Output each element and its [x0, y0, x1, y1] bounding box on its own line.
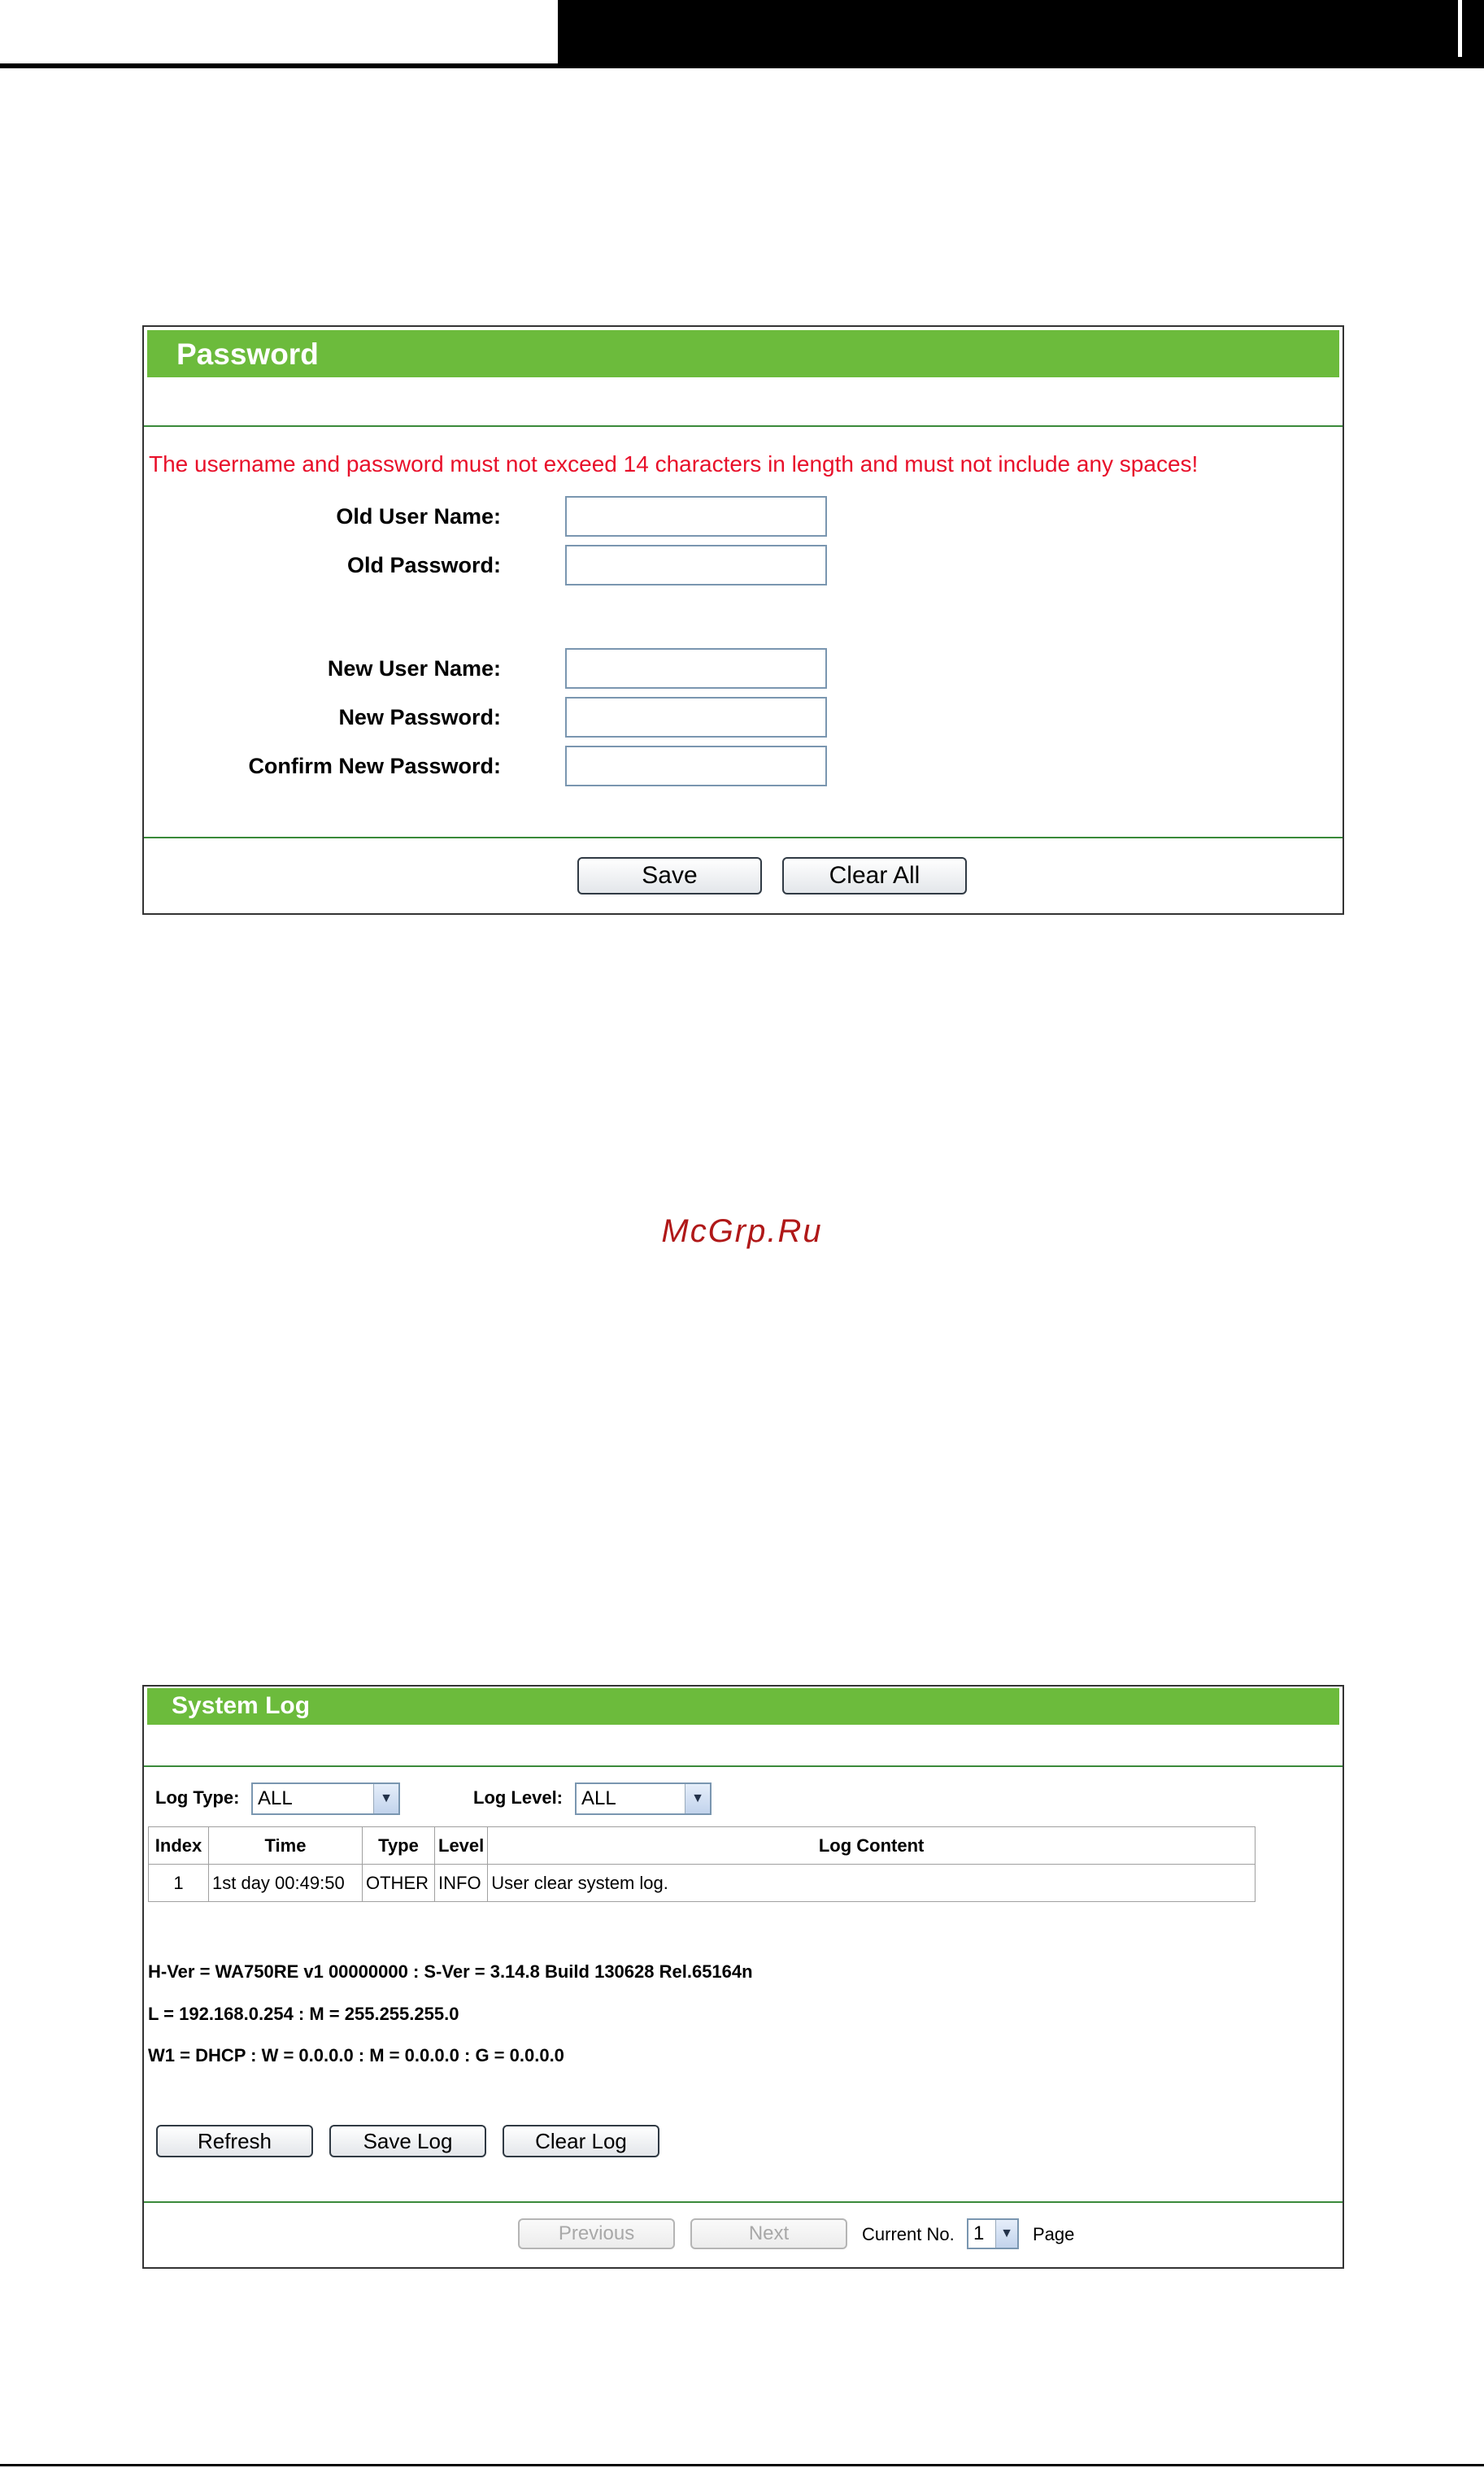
- cell-time: 1st day 00:49:50: [209, 1865, 363, 1902]
- cell-content: User clear system log.: [488, 1865, 1256, 1902]
- log-type-label: Log Type:: [155, 1787, 240, 1808]
- column-header-level: Level: [435, 1827, 488, 1865]
- password-panel-title: Password: [176, 337, 319, 371]
- column-header-log-content: Log Content: [488, 1827, 1256, 1865]
- old-user-name-label: Old User Name:: [336, 504, 501, 529]
- confirm-new-password-label: Confirm New Password:: [248, 754, 501, 778]
- cell-index: 1: [149, 1865, 209, 1902]
- save-button[interactable]: Save: [577, 857, 762, 894]
- log-type-select[interactable]: [251, 1782, 400, 1815]
- password-panel-header: [147, 330, 1339, 377]
- chevron-down-icon[interactable]: ▼: [685, 1784, 710, 1813]
- old-password-input[interactable]: [565, 545, 827, 585]
- page-select-value: 1: [973, 2222, 985, 2244]
- divider: [144, 1765, 1343, 1767]
- refresh-button[interactable]: Refresh: [156, 2125, 313, 2157]
- clear-log-button[interactable]: Clear Log: [503, 2125, 659, 2157]
- log-level-label: Log Level:: [473, 1787, 564, 1808]
- header-bar-tick: [1458, 0, 1462, 57]
- log-table: [148, 1826, 1256, 1902]
- hardware-software-version: H-Ver = WA750RE v1 00000000 : S-Ver = 3.14.8 Build 130628 Rel.65164n: [148, 1961, 753, 1982]
- chevron-down-icon[interactable]: ▼: [373, 1784, 398, 1813]
- wan-info: W1 = DHCP : W = 0.0.0.0 : M = 0.0.0.0 : G = 0.0.0.0: [148, 2045, 564, 2065]
- confirm-new-password-input[interactable]: [565, 746, 827, 786]
- header-bar-right: [558, 0, 1484, 68]
- header-bar-left: [0, 0, 558, 68]
- new-user-name-label: New User Name:: [327, 656, 501, 681]
- new-password-label: New Password:: [338, 705, 501, 729]
- clear-all-button[interactable]: Clear All: [782, 857, 967, 894]
- divider: [144, 425, 1343, 427]
- lan-info: L = 192.168.0.254 : M = 255.255.255.0: [148, 2004, 459, 2024]
- system-log-panel-header: [147, 1688, 1339, 1725]
- watermark-logo: McGrp.Ru: [661, 1213, 823, 1249]
- page-select[interactable]: [967, 2218, 1019, 2249]
- log-type-value: ALL: [258, 1787, 293, 1809]
- next-button[interactable]: Next: [690, 2218, 847, 2249]
- log-level-select[interactable]: [575, 1782, 712, 1815]
- old-password-label: Old Password:: [346, 553, 501, 577]
- previous-button[interactable]: Previous: [518, 2218, 675, 2249]
- new-password-input[interactable]: [565, 697, 827, 738]
- footer-rule: [0, 2464, 1484, 2466]
- system-log-panel-title: System Log: [172, 1692, 311, 1719]
- column-header-type: Type: [363, 1827, 435, 1865]
- warning-message: The username and password must not exceed 14 characters in length and must not include any spaces!: [149, 451, 1199, 477]
- new-user-name-input[interactable]: [565, 648, 827, 689]
- page-label: Page: [1033, 2224, 1075, 2244]
- log-level-value: ALL: [581, 1787, 616, 1809]
- save-log-button[interactable]: Save Log: [329, 2125, 486, 2157]
- password-panel: [142, 325, 1344, 915]
- old-user-name-input[interactable]: [565, 496, 827, 537]
- column-header-time: Time: [209, 1827, 363, 1865]
- divider: [144, 837, 1343, 838]
- log-table-header: [149, 1827, 1256, 1865]
- column-header-index: Index: [149, 1827, 209, 1865]
- system-log-panel: [142, 1685, 1344, 2269]
- cell-level: INFO: [435, 1865, 488, 1902]
- chevron-down-icon[interactable]: ▼: [995, 2220, 1017, 2248]
- current-no-label: Current No.: [862, 2224, 955, 2244]
- table-row: [149, 1865, 1256, 1902]
- cell-type: OTHER: [363, 1865, 435, 1902]
- divider: [144, 2201, 1343, 2203]
